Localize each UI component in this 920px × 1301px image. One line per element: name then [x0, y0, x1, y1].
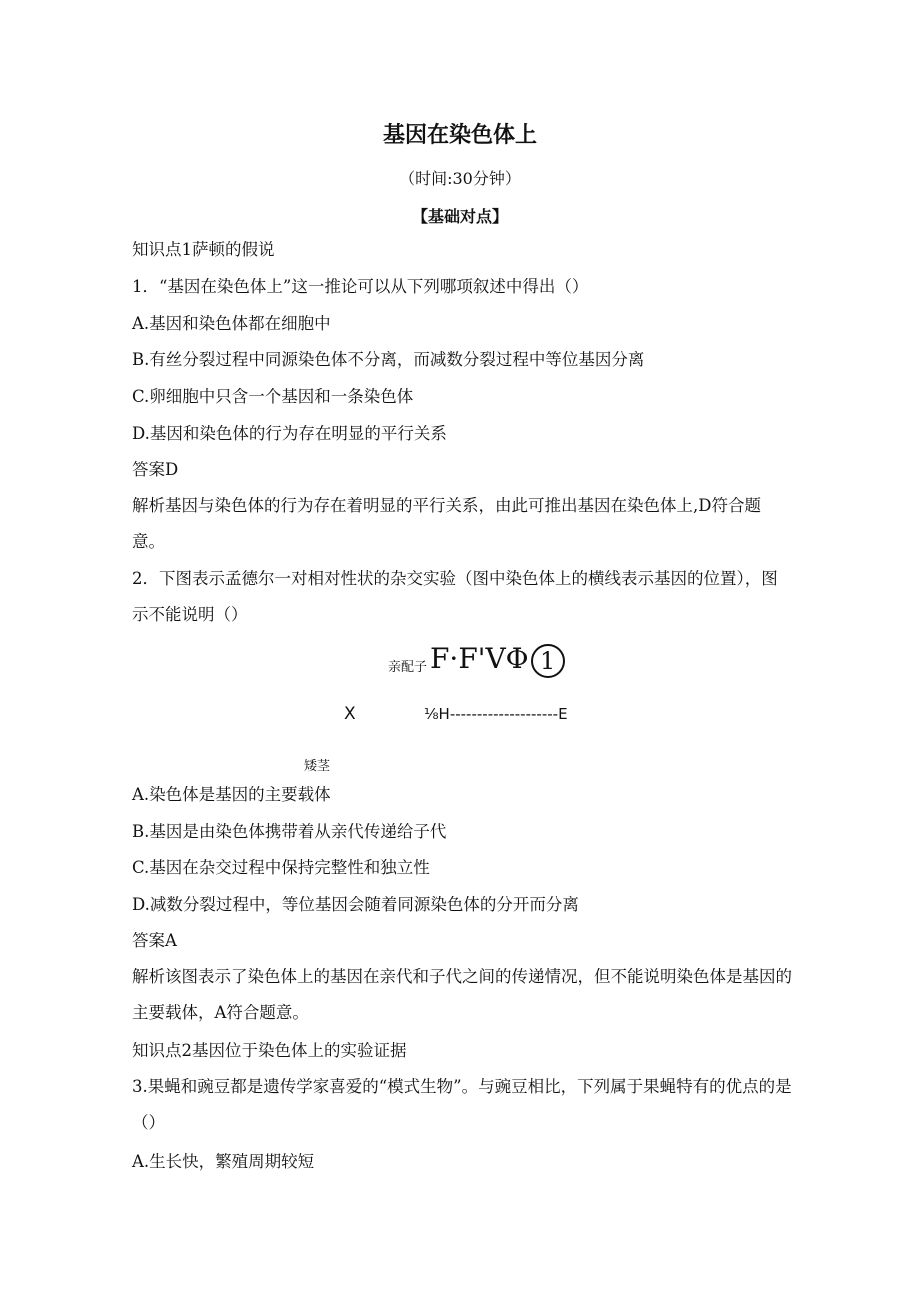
q3-stem: 3.果蝇和豌豆都是遗传学家喜爱的“模式生物”。与豌豆相比，下列属于果蝇特有的优点的是（）	[132, 1077, 792, 1132]
q2-answer: 答案A	[132, 931, 177, 950]
figure-label-short-stem: 矮茎	[304, 759, 331, 774]
section-heading: 【基础对点】	[411, 207, 508, 226]
q1-option-d: D.基因和染色体的行为存在明显的平行关系	[132, 424, 447, 443]
figure-label-parent-gamete: 亲配子	[388, 660, 428, 675]
q2-option-b: B.基因是由染色体携带着从亲代传递给子代	[132, 822, 447, 841]
knowledge-point-2: 知识点2基因位于染色体上的实验证据	[132, 1041, 407, 1060]
figure-cross-mark: X	[344, 704, 356, 724]
q2-stem: 2．下图表示孟德尔一对相对性状的杂交实验（图中染色体上的横线表示基因的位置），图示不能说明（）	[132, 569, 778, 624]
knowledge-point-1: 知识点1萨顿的假说	[132, 240, 275, 259]
figure-symbol-text: F·F'VΦ	[430, 642, 529, 675]
circled-number-icon: 1	[531, 644, 565, 678]
q1-option-c: C.卵细胞中只含一个基因和一条染色体	[132, 387, 414, 406]
figure-chromosome-symbols	[430, 642, 565, 678]
q2-option-a: A.染色体是基因的主要载体	[132, 785, 331, 804]
q2-option-c: C.基因在杂交过程中保持完整性和独立性	[132, 858, 430, 877]
q1-stem: 1．“基因在染色体上”这一推论可以从下列哪项叙述中得出（）	[132, 277, 589, 296]
q2-option-d: D.减数分裂过程中，等位基因会随着同源染色体的分开而分离	[132, 895, 579, 914]
q1-option-a: A.基因和染色体都在细胞中	[132, 314, 331, 333]
q2-analysis: 解析该图表示了染色体上的基因在亲代和子代之间的传递情况，但不能说明染色体是基因的主要载体，A符合题意。	[132, 967, 792, 1022]
q1-answer: 答案D	[132, 460, 179, 479]
time-limit: （时间:30分钟）	[399, 169, 521, 188]
figure-chromosome-line: ⅛H--------------------E	[424, 705, 568, 723]
q1-option-b: B.有丝分裂过程中同源染色体不分离，而减数分裂过程中等位基因分离	[132, 350, 645, 369]
page-title: 基因在染色体上	[382, 123, 537, 148]
q3-option-a: A.生长快，繁殖周期较短	[132, 1152, 315, 1171]
q1-analysis: 解析基因与染色体的行为存在着明显的平行关系，由此可推出基因在染色体上,D符合题意。	[132, 496, 761, 551]
